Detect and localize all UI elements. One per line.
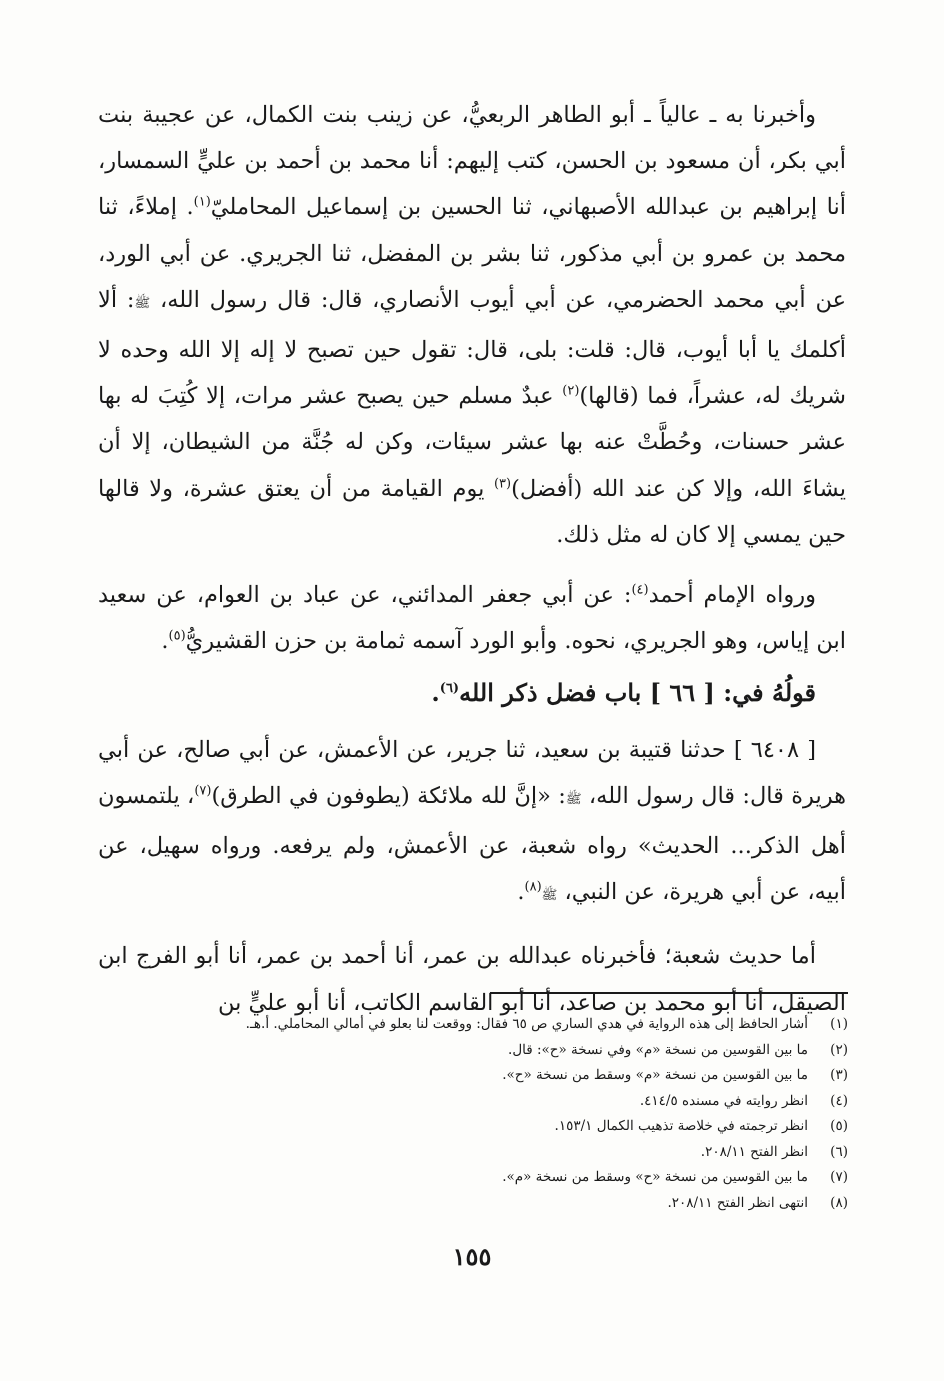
footnote-ref-6: (٦) <box>439 681 460 697</box>
footnote-item: (٤) انظر روايته في مسنده ٤١٤/٥. <box>639 1092 848 1109</box>
footnote-ref-8: (٨) <box>524 879 542 895</box>
footnote-item: (٧) ما بين القوسين من نسخة «ح» وسقط من نسخة «م». <box>502 1169 848 1185</box>
footnotes <box>96 1012 848 1216</box>
pbuh-symbol: ﷺ <box>134 295 151 311</box>
paragraph-ahmad: ورواه الإمام أحمد$^{(٤)}$: عن أبي جعفر المدائني، عن عباد بن العوام، عن سعيد ابن إياس، وهو الجريري، نحوه. وأبو الورد آسمه ثمامة بن حزن القشيريُّ$^{(٥)}$. <box>98 582 846 655</box>
main-text <box>98 92 846 1026</box>
footnote-ref-5: (٥) <box>168 628 186 644</box>
footnote-divider <box>490 992 848 994</box>
footnote-item: (٥) انظر ترجمته في خلاصة تذهيب الكمال ١٥٣/١. <box>554 1118 848 1134</box>
pbuh-symbol: ﷺ <box>541 888 558 904</box>
footnote-ref-7: (٧) <box>194 783 212 799</box>
paragraph-isnad-1: وأخبرنا به ـ عالياً ـ أبو الطاهر الربعيُّ، عن زينب بنت الكمال، عن عجيبة بنت أبي بكر، أن مسعود بن الحسن، كتب إليهم: أنا محمد بن أحمد بن عليٍّ السمسار، أنا إبراهيم بن عبدالله الأصبهاني، ثنا الحسين بن إسماعيل المحامليّ$^{(١)}$. إملاءً، ثنا محمد بن عمرو بن أبي مذكور، ثنا بشر بن المفضل، ثنا الجريري. عن أبي الورد، عن أبي محمد الحضرمي، عن أبي أيوب الأنصاري، قال: قال رسول الله، ﷺ: ألا أكلمك يا أبا أيوب، قال: قلت: بلى، قال: تقول حين تصبح لا إله إلا الله وحده لا شريك له، عشراً، فما (قالها)$^{(٢)}$ عبدٌ مسلم حين يصبح عشر مرات، إلا كُتِبَ له بها عشر حسنات، وحُطَّتْ عنه بها عشر سيئات، وكن له جُنَّة من الشيطان، إلا أن يشاءَ الله، وإلا كن عند الله (أفضل)$^{(٣)}$ يوم القيامة من أن يعتق عشرة، ولا قالها حين يمسي إلا كان له مثل ذلك. <box>98 102 846 548</box>
page-number: ١٥٥ <box>452 1242 492 1271</box>
footnote-ref-4: (٤) <box>631 582 649 598</box>
footnote-ref-1: (١) <box>193 194 211 210</box>
footnote-item: (٢) ما بين القوسين من نسخة «م» وفي نسخة «ح»: قال. <box>508 1041 848 1058</box>
footnote-item: (٣) ما بين القوسين من نسخة «م» وسقط من نسخة «ح». <box>502 1067 848 1083</box>
pbuh-symbol: ﷺ <box>565 791 582 807</box>
footnote-item: (١) أشار الحافظ إلى هذه الرواية في هدي الساري ص ٦٥ فقال: ووقعت لنا بعلو في أمالي المحاملي. أ.هـ. <box>245 1016 848 1032</box>
chapter-heading: قولُهُ في: [ ٦٦ ] باب فضل ذكر الله$^{(٦)}$. <box>431 678 816 708</box>
footnote-item: (٦) انظر الفتح ٢٠٨/١١. <box>700 1143 848 1160</box>
paragraph-shuba: أما حديث شعبة؛ فأخبرناه عبدالله بن عمر، أنا أحمد بن عمر، أنا أبو الفرج ابن الصيقل، أنا أبو محمد بن صاعد، أنا أبو القاسم الكاتب، أنا أبو عليٍّ بن <box>98 943 846 1016</box>
paragraph-hadith-6408: [ ٦٤٠٨ ] حدثنا قتيبة بن سعيد، ثنا جرير، عن الأعمش، عن أبي صالح، عن أبي هريرة قال: قال رسول الله، ﷺ: «إنَّ لله ملائكة (يطوفون في الطرق)$^{(٧)}$، يلتمسون أهل الذكر... الحديث» رواه شعبة، عن الأعمش، ولم يرفعه. ورواه سهيل، عن أبيه، عن أبي هريرة، عن النبي، ﷺ$^{(٨)}$. <box>98 736 846 906</box>
footnote-ref-3: (٣) <box>493 476 512 492</box>
footnote-ref-2: (٢) <box>562 383 580 399</box>
footnote-item: (٨) انتهى انظر الفتح ٢٠٨/١١. <box>667 1194 848 1211</box>
